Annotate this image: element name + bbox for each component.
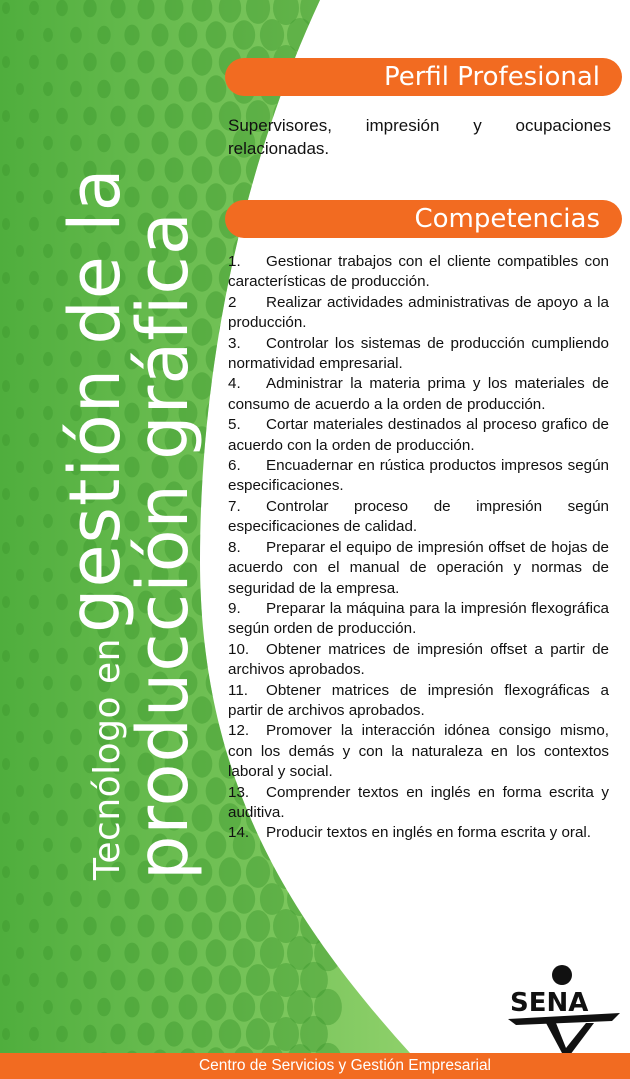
item-number: 4. — [228, 375, 241, 393]
logo-text: SENA — [510, 988, 589, 1018]
item-text: Realizar actividades administrativas de apoyo a la producción. — [228, 293, 609, 332]
sena-logo-icon — [506, 963, 622, 1055]
item-number: 11. — [228, 681, 248, 699]
list-item — [228, 681, 609, 722]
item-number: 3. — [228, 334, 241, 352]
item-text: Preparar la máquina para la impresión flexográfica según orden de producción. — [228, 599, 609, 638]
item-text: Cortar materiales destinados al proceso grafico de acuerdo con la orden de producción. — [228, 416, 609, 454]
item-number: 7. — [228, 497, 241, 515]
list-item — [228, 599, 609, 640]
item-number: 6. — [228, 457, 241, 475]
item-number: 13. — [228, 783, 250, 801]
perfil-heading: Perfil Profesional — [225, 58, 622, 96]
list-item — [228, 497, 609, 538]
competencias-list — [228, 252, 609, 844]
list-item — [228, 252, 609, 293]
title-line-1 — [54, 167, 136, 880]
list-item — [228, 640, 609, 681]
list-item — [228, 538, 609, 599]
item-number: 9. — [228, 599, 241, 617]
list-item — [228, 783, 609, 824]
item-text: Controlar proceso de impresión según especificaciones de calidad. — [228, 497, 609, 536]
item-text: Producir textos en inglés en forma escrita y oral. — [266, 824, 591, 842]
item-number: 1. — [228, 253, 241, 270]
item-number: 10. — [228, 640, 250, 658]
item-text: Encuadernar en rústica productos impresos según especificaciones. — [228, 457, 609, 495]
vertical-program-title — [54, 167, 204, 880]
item-number: 14. — [228, 824, 250, 842]
item-number: 8. — [228, 538, 241, 556]
list-item — [228, 334, 609, 375]
item-text: Comprender textos en inglés en forma escrita y auditiva. — [228, 783, 609, 821]
list-item — [228, 721, 609, 782]
item-text: Gestionar trabajos con el cliente compatibles con características de producción. — [228, 253, 609, 291]
item-text: Obtener matrices de impresión offset a partir de archivos aprobados. — [228, 640, 609, 679]
title-main: gestión de la — [54, 167, 136, 633]
item-text: Promover la interacción idónea consigo mismo, con los demás y con la naturaleza en los contextos laboral y social. — [228, 722, 609, 781]
competencias-heading: Competencias — [225, 200, 622, 238]
list-item — [228, 293, 609, 334]
list-item — [228, 823, 609, 843]
title-line-2: producción gráfica — [122, 211, 204, 880]
item-number: 5. — [228, 416, 241, 434]
item-number: 2 — [228, 293, 237, 311]
list-item — [228, 415, 609, 456]
footer-bar: Centro de Servicios y Gestión Empresarial — [0, 1053, 630, 1079]
list-item — [228, 374, 609, 415]
list-item — [228, 456, 609, 497]
item-number: 12. — [228, 722, 250, 740]
perfil-text: Supervisores, impresión y ocupaciones relacionadas. — [228, 116, 611, 158]
item-text: Preparar el equipo de impresión offset de hojas de acuerdo con el manual de operación y normas de seguridad de la empresa. — [228, 538, 609, 597]
title-prefix: Tecnólogo en — [87, 638, 128, 880]
item-text: Obtener matrices de impresión flexográficas a partir de archivos aprobados. — [228, 681, 609, 719]
item-text: Administrar la materia prima y los materiales de consumo de acuerdo a la orden de producción. — [228, 375, 609, 413]
item-text: Controlar los sistemas de producción cumpliendo normatividad empresarial. — [228, 334, 609, 373]
